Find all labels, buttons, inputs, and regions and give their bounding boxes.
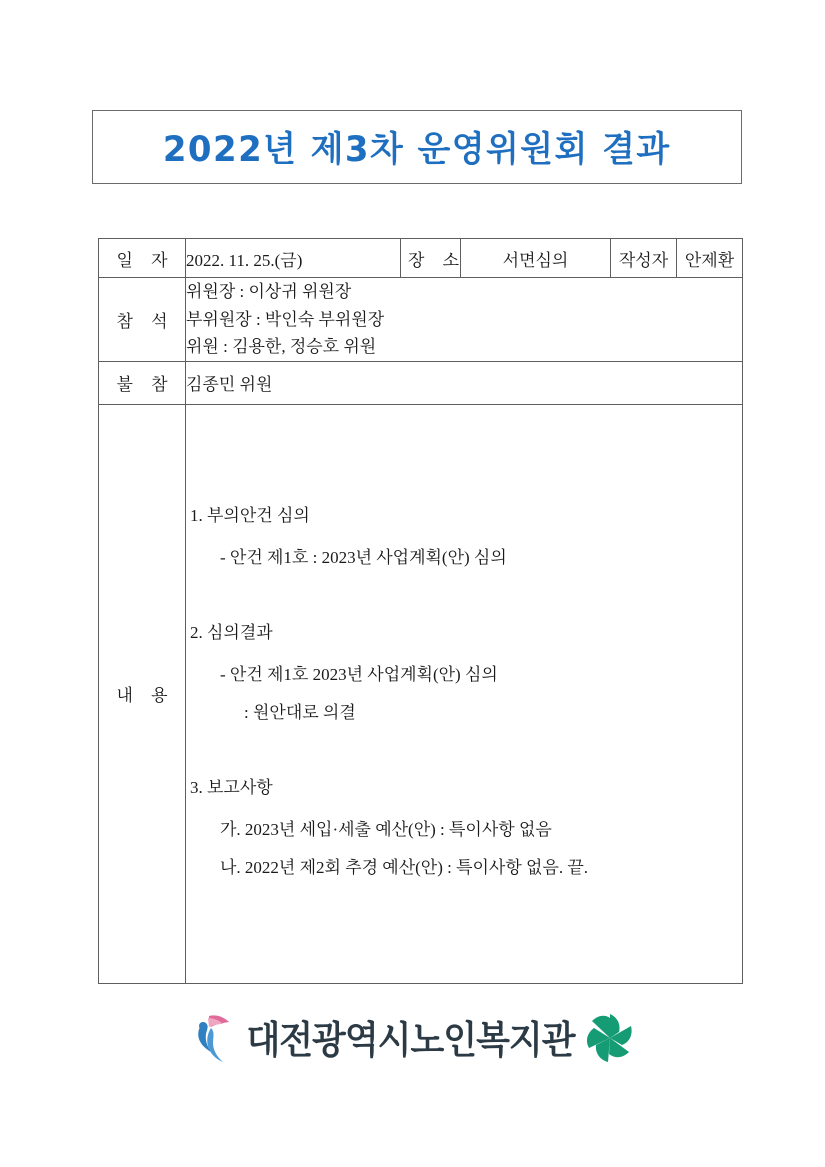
place-label: 장 소 xyxy=(401,239,461,278)
organization-figure-icon xyxy=(189,1012,237,1064)
content-section-2 xyxy=(186,618,742,723)
attend-line-vice-chair: 부위원장 : 박인숙 부위원장 xyxy=(186,309,385,329)
place-value: 서면심의 xyxy=(461,239,611,278)
content-body xyxy=(186,404,743,983)
section-spacer-1 xyxy=(186,576,742,618)
content-section-1 xyxy=(186,501,742,568)
table-row-absentees xyxy=(99,361,743,404)
attend-value xyxy=(186,278,743,362)
document-title-box xyxy=(92,110,742,184)
author-label: 작성자 xyxy=(611,239,677,278)
footer-logo xyxy=(0,1012,825,1064)
page-title: 2022년 제3차 운영위원회 결과 xyxy=(163,130,671,170)
section1-title: 1. 부의안건 심의 xyxy=(190,506,310,526)
attend-line-chair: 위원장 : 이상귀 위원장 xyxy=(186,282,352,301)
absent-label: 불 참 xyxy=(99,361,186,404)
section3-item-1: 가. 2023년 세입·세출 예산(안) : 특이사항 없음 xyxy=(220,820,552,840)
section2-item-2: : 원안대로 의결 xyxy=(244,703,356,723)
table-row-attendees xyxy=(99,278,743,362)
content-label: 내 용 xyxy=(99,404,186,983)
table-row-date xyxy=(99,239,743,278)
section3-title: 3. 보고사항 xyxy=(190,778,273,798)
content-section-3 xyxy=(186,773,742,878)
section2-title: 2. 심의결과 xyxy=(190,623,273,643)
date-value: 2022. 11. 25.(금) xyxy=(186,239,401,278)
section3-item-2: 나. 2022년 제2회 추경 예산(안) : 특이사항 없음. 끝. xyxy=(220,858,589,878)
section2-item-1: - 안건 제1호 2023년 사업계획(안) 심의 xyxy=(220,665,498,685)
organization-name: 대전광역시노인복지관 xyxy=(246,1019,575,1063)
attend-line-members: 위원 : 김용한, 정승호 위원 xyxy=(186,337,377,357)
meeting-result-table xyxy=(98,238,743,984)
date-label: 일 자 xyxy=(99,239,186,278)
section1-item-1: - 안건 제1호 : 2023년 사업계획(안) 심의 xyxy=(220,548,507,568)
attend-label: 참 석 xyxy=(99,278,186,362)
flower-icon xyxy=(584,1012,636,1064)
table-row-content xyxy=(99,404,743,983)
author-value: 안제환 xyxy=(677,239,743,278)
absent-value: 김종민 위원 xyxy=(186,361,743,404)
section-spacer-2 xyxy=(186,731,742,773)
